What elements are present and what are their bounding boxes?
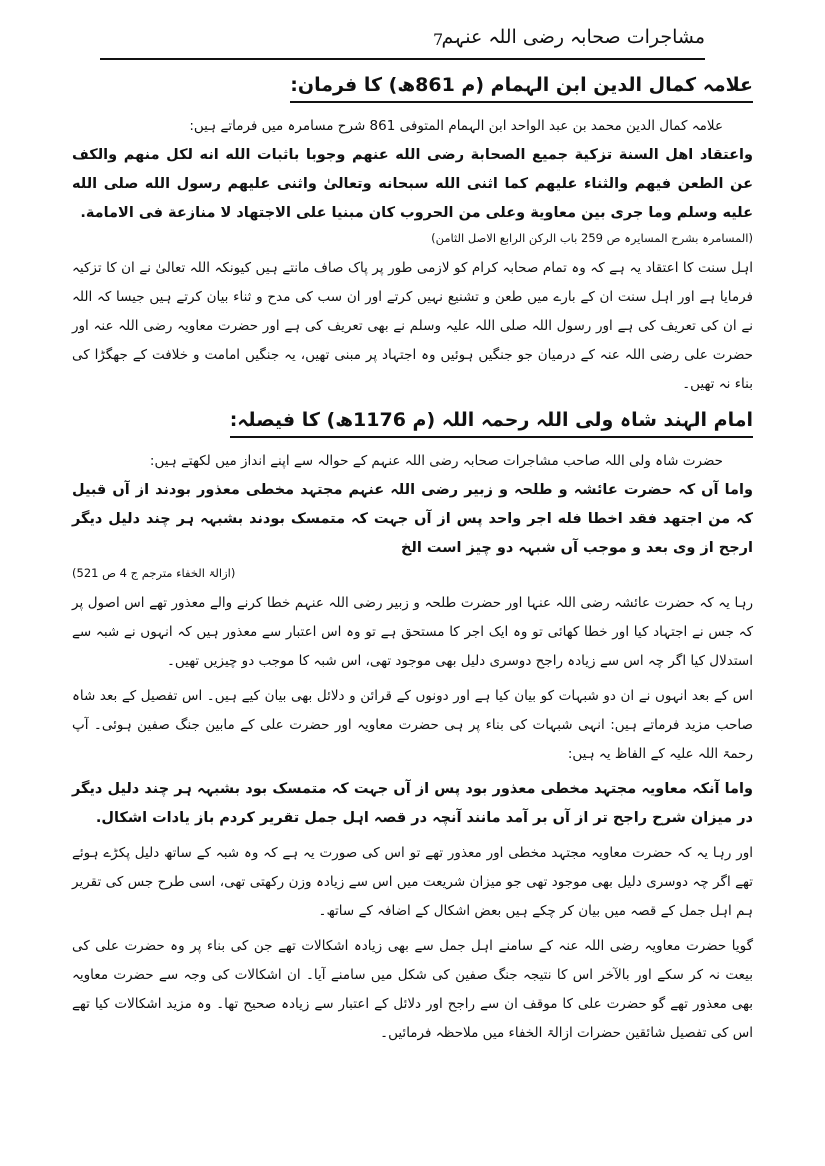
- intro-paragraph: علامہ کمال الدین محمد بن عبد الواحد ابن الہمام المتوفی 861 شرح مسامرہ میں فرماتے ہیں:: [189, 118, 723, 134]
- header-rule: [100, 58, 705, 60]
- urdu-paragraph: اہل سنت کا اعتقاد یہ ہے کہ وہ تمام صحابہ کرام کو لازمی طور پر پاک صاف مانتے ہیں کیونکہ اللہ تعالیٰ نے ان کا تزکیہ فرمایا ہے اور اہل سنت ان کے بارے میں طعن و تشنیع نہیں کرتے اور ان سب کی مدح و ثناء بیان کرتے ہیں جیسا کہ اللہ نے ان کی تعریف کی ہے اور رسول اللہ صلی اللہ علیہ وسلم نے بھی تعریف کی ہے اور حضرت معاویہ رضی اللہ عنہ اور حضرت علی رضی اللہ عنہ کے درمیان جو جنگیں ہوئیں وہ اجتہاد پر مبنی تھیں، یہ جنگیں امامت و خلافت کے جھگڑا کی بناء نہ تھیں۔: [72, 260, 753, 392]
- intro-paragraph: حضرت شاہ ولی اللہ صاحب مشاجرات صحابہ رضی اللہ عنہم کے حوالہ سے اپنے انداز میں لکھتے ہیں:: [149, 453, 723, 469]
- page-content: [72, 64, 753, 1054]
- section-heading-shah-waliullah: [72, 405, 753, 438]
- urdu-paragraph: رہا یہ کہ حضرت عائشہ رضی اللہ عنہا اور حضرت طلحہ و زبیر رضی اللہ عنہم خطا کرنے والے معذور تھے اس اصول پر کہ جس نے اجتہاد کیا اور خطا کھائی تو وہ ایک اجر کا مستحق ہے تو وہ اس اعتبار سے معذور ہیں کہ انہوں نے شبہ سے استدلال کیا اگر چہ اس سے زیادہ راجح دوسری دلیل بھی موجود تھی، اس شبہ کا موجب دو چیزیں تھیں۔: [72, 595, 753, 669]
- persian-quote: واما آں کہ حضرت عائشہ و طلحہ و زبیر رضی اللہ عنہم مجتہد مخطی معذور بودند از آں قبیل کہ من اجتهد فقد اخطا فله اجر واحد پس از آں جہت کہ متمسک بودند بشبہہ ہر چند دلیل دیگر ارجح از وی بعد و موجب آں شبہہ دو چیز است الخ: [72, 482, 753, 556]
- running-title: مشاجرات صحابہ رضی اللہ عنہم: [441, 26, 705, 48]
- section-heading-ibn-humam: [72, 70, 753, 103]
- section-heading-text: علامہ کمال الدین ابن الہمام (م 861ھ) کا فرمان:: [290, 70, 753, 103]
- citation: (ازالۃ الخفاء مترجم ج 4 ص 521): [72, 566, 236, 580]
- page-number: 7: [433, 30, 444, 49]
- section-heading-text: امام الہند شاہ ولی اللہ رحمہ اللہ (م 1176ھ) کا فیصلہ:: [230, 405, 753, 438]
- arabic-quote: واعتقاد اهل السنة تزكية جميع الصحابة رضی الله عنهم وجوبا باثبات الله انه لكل منهم والكف عن الطعن فيهم والثناء عليهم كما اثنى الله سبحانه وتعالىٰ واثنى عليهم رسول الله صلى الله عليه وسلم وما جرى بين معاوية وعلی من الحروب كان مبنيا على الاجتهاد لا منازعة فى الامامة.: [72, 147, 753, 221]
- urdu-paragraph: اور رہا یہ کہ حضرت معاویہ مجتہد مخطی اور معذور تھے تو اس کی صورت یہ ہے کہ وہ شبہ کے ساتھ دلیل پکڑے ہوئے تھے اگر چہ دوسری دلیل بھی موجود تھی جو میزان شریعت میں اس سے زیادہ وزن رکھتی تھی، اسی طرح جس کی تقریر ہم اہل جمل کے قصہ میں بیان کر چکے ہیں بعض اشکال کے اضافہ کے ساتھ۔: [72, 845, 753, 919]
- urdu-paragraph: گویا حضرت معاویہ رضی اللہ عنہ کے سامنے اہل جمل سے بھی زیادہ اشکالات تھے جن کی بناء پر وہ حضرت علی کی بیعت نہ کر سکے اور بالآخر اس کا نتیجہ جنگ صفین کی شکل میں سامنے آیا۔ ان اشکالات کی وجہ سے حضرت معاویہ بھی معذور تھے گو حضرت علی کا موقف ان سے راجح اور دلائل کے اعتبار سے زیادہ صحیح تھا۔ وہ مزید اشکالات کیا تھے اس کی تفصیل شائقین حضرات ازالۃ الخفاء میں ملاحظہ فرمائیں۔: [72, 938, 753, 1041]
- urdu-paragraph: اس کے بعد انہوں نے ان دو شبہات کو بیان کیا ہے اور دونوں کے قرائن و دلائل بھی بیان کیے ہیں۔ اس تفصیل کے بعد شاہ صاحب مزید فرماتے ہیں: انہی شبہات کی بناء پر ہی حضرت معاویہ اور حضرت علی کے مابین جنگ صفین ہوئی۔ آپ رحمۃ اللہ علیہ کے الفاظ یہ ہیں:: [72, 688, 753, 762]
- persian-quote: واما آنکہ معاویہ مجتہد مخطی معذور بود پس از آں جہت کہ متمسک بود بشبہہ ہر چند دلیل دیگر در میزان شرح راجح تر از آں بر آمد مانند آنچہ در قصہ اہل جمل تقریر کردم باز یادات اشکال.: [72, 781, 753, 826]
- citation: (المسامرہ بشرح المسایرہ ص 259 باب الرکن الرابع الاصل الثامن): [431, 231, 753, 245]
- page-header: [100, 22, 705, 56]
